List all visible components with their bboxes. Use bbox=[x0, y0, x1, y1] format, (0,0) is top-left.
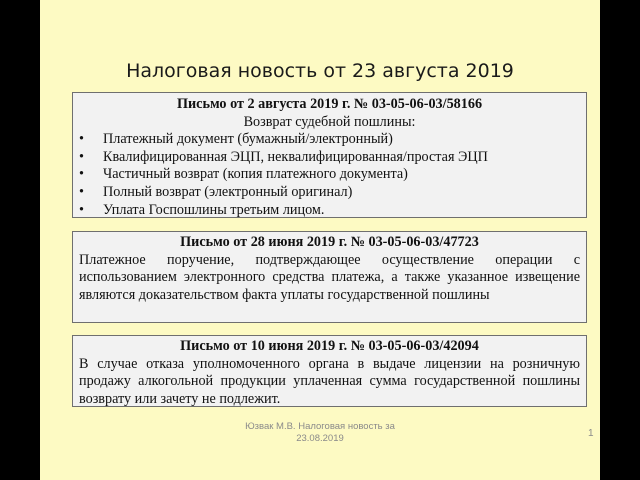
letter-heading: Письмо от 10 июня 2019 г. № 03-05-06-03/42094 bbox=[180, 338, 479, 354]
letter-box-1 bbox=[72, 92, 587, 218]
bullet-icon: • bbox=[79, 131, 84, 148]
slide-title: Налоговая новость от 23 августа 2019 bbox=[126, 60, 514, 82]
bullet-icon: • bbox=[79, 201, 84, 218]
list-item-text: Квалифицированная ЭЦП, неквалифицированная/простая ЭЦП bbox=[103, 148, 488, 165]
letter-heading: Письмо от 2 августа 2019 г. № 03-05-06-03/58166 bbox=[176, 96, 483, 112]
list-item bbox=[79, 202, 580, 220]
letter-body: Платежное поручение, подтверждающее осуществление операции с использованием электронного средства платежа, а также указанное извещение являются доказательством факта уплаты государственной пошлины bbox=[79, 251, 580, 303]
footer-line: 23.08.2019 bbox=[296, 433, 344, 444]
letter-box-2 bbox=[72, 231, 587, 323]
footer-line: Юзвак М.В. Налоговая новость за bbox=[245, 421, 395, 432]
list-item-text: Платежный документ (бумажный/электронный) bbox=[103, 131, 393, 148]
list-item-text: Полный возврат (электронный оригинал) bbox=[103, 183, 353, 200]
slide-number: 1 bbox=[588, 428, 594, 439]
slide bbox=[40, 0, 600, 480]
list-item bbox=[79, 184, 580, 202]
list-item bbox=[79, 166, 580, 184]
bullet-icon: • bbox=[79, 166, 84, 183]
slide-footer bbox=[40, 421, 600, 445]
letter-heading: Письмо от 28 июня 2019 г. № 03-05-06-03/47723 bbox=[180, 234, 479, 250]
letter-body: В случае отказа уполномоченного органа в выдаче лицензии на розничную продажу алкогольной продукции уплаченная сумма государственной пошлины возврату или зачету не подлежит. bbox=[79, 355, 580, 407]
bullet-icon: • bbox=[79, 183, 84, 200]
letter-subheading: Возврат судебной пошлины: bbox=[243, 113, 416, 130]
list-item bbox=[79, 131, 580, 149]
list-item-text: Уплата Госпошлины третьим лицом. bbox=[103, 201, 325, 218]
list-item-text: Частичный возврат (копия платежного документа) bbox=[103, 166, 408, 183]
letter-box-3 bbox=[72, 335, 587, 407]
list-item bbox=[79, 149, 580, 167]
bullet-list bbox=[79, 131, 580, 219]
bullet-icon: • bbox=[79, 148, 84, 165]
